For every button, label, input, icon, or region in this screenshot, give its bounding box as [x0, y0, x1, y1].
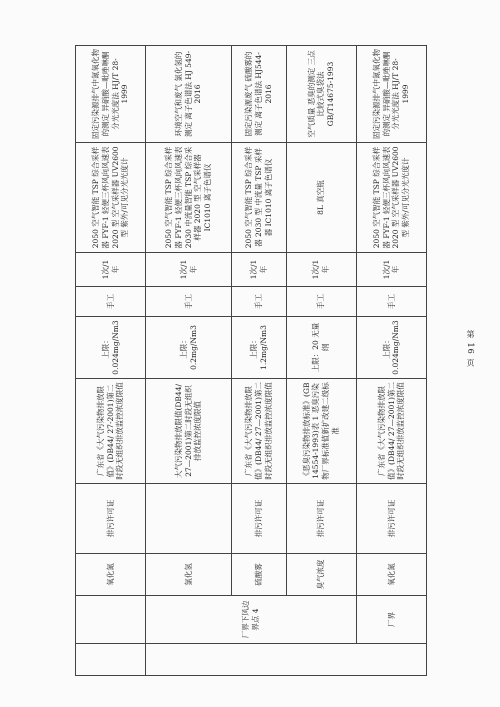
method-cell: 手工 [231, 287, 286, 317]
limit-cell: 上限：1.2mg/Nm3 [231, 317, 286, 379]
instrument-cell: 2050 空气智能 TSP 综合采样器 FYF-1 轻便三杯风向风速表 2030 中流量智能 TSP 综合采样器 2020 型 空气采样器 IC1010 离子色谱仪 [146, 143, 232, 253]
pollutant-cell: 氧化氮 [76, 554, 146, 596]
basis-cell: 排污许可证 [76, 484, 146, 554]
instrument-cell: 8L 真空瓶 [286, 143, 356, 253]
standard-cell: 大气污染物排放限值(DB44/ 27—2001)第二时段无组织排放监控浓度限值 [146, 379, 232, 484]
table-row [231, 46, 286, 676]
basis-cell [146, 484, 232, 554]
basis-cell: 排污许可证 [356, 484, 426, 554]
instrument-cell: 2050 空气智能 TSP 综合采样器 FYF-1 轻便三杯风向风速表 2020 型 空气采样器 UV2600 型 紫外/可见分光光度计 [356, 143, 426, 253]
standard-cell: 广东省《大气污染物排放限值》(DB44/ 27—2001)第二时段无组织排放监控浓度限值 [231, 379, 286, 484]
frequency-cell: 1次/1年 [231, 253, 286, 287]
pollutant-cell: 硫酸雾 [231, 554, 286, 596]
group-cell-blank [76, 644, 146, 676]
instrument-cell: 2050 空气智能 TSP 综合采样器 FYF-1 轻便三杯风向风速表 2020 型 空气采样器 UV2600 型 紫外/可见分光光度计 [76, 143, 146, 253]
frequency-cell: 1次/1年 [356, 253, 426, 287]
instrument-cell: 2050 空气智能 TSP 综合采样器 2030 型 中流量 TSP 采样器 IC1010 离子色谱仪 [231, 143, 286, 253]
point-cell-blank [76, 596, 146, 644]
table-row [356, 46, 426, 676]
table-row [76, 46, 146, 676]
basis-cell: 排污许可证 [231, 484, 286, 554]
frequency-cell: 1次/1年 [286, 253, 356, 287]
analysis-method-cell: 空气质量 恶臭的测定 三点比较式臭袋法 GB/T14675-1993 [286, 46, 356, 143]
limit-cell: 上限：0.2mg/Nm3 [146, 317, 232, 379]
frequency-cell: 1次/1年 [146, 253, 232, 287]
table-row [286, 46, 356, 676]
monitoring-point-cell: 厂界 [356, 596, 426, 644]
method-cell: 手工 [76, 287, 146, 317]
standard-cell: 广东省《大气污染物排放限值》(DB44/ 27—2001)第二时段无组织排放监控浓度限值 [356, 379, 426, 484]
standard-cell: 《恶臭污染物排放标准》(GB 14554-1993)表 1 恶臭污染物厂界标准值新扩改建二级标准 [286, 379, 356, 484]
page-number: 第 16 页 [466, 330, 475, 368]
analysis-method-cell: 固定污染源废气 硫酸雾的测定 离子色谱法 HJ544-2016 [231, 46, 286, 143]
group-cell-blank [146, 644, 427, 676]
table-row [146, 46, 232, 676]
monitoring-point-cell: 厂界下风边界点 4 [146, 596, 357, 644]
analysis-method-cell: 环境空气和废气 氯化氢的测定 离子色谱法 HJ 549-2016 [146, 46, 232, 143]
limit-cell: 上限：20 无量纲 [286, 317, 356, 379]
standard-cell: 广东省《大气污染物排放限值》(DB44/ 27-2001)第二时段无组织排放监控浓度限值 [76, 379, 146, 484]
basis-cell: 排污许可证 [286, 484, 356, 554]
pollutant-cell: 氧化氮 [356, 554, 426, 596]
monitoring-table [75, 45, 427, 676]
method-cell: 手工 [286, 287, 356, 317]
limit-cell: 上限：0.024mg/Nm3 [76, 317, 146, 379]
pollutant-cell: 氯化氢 [146, 554, 232, 596]
rotated-table-wrapper [75, 46, 427, 676]
pollutant-cell: 臭气浓度 [286, 554, 356, 596]
analysis-method-cell: 固定污染源排气中氮氧化物的测定 异硝酸—吡唑啉酮分光光度法 HJ/T 28-1999 [76, 46, 146, 143]
method-cell: 手工 [146, 287, 232, 317]
method-cell: 手工 [356, 287, 426, 317]
analysis-method-cell: 固定污染源排气中氮氧化物的测定 异硝酸—吡唑啉酮分光光度法 HJ/T 28-1999 [356, 46, 426, 143]
limit-cell: 上限：0.024mg/Nm3 [356, 317, 426, 379]
frequency-cell: 1次/1年 [76, 253, 146, 287]
